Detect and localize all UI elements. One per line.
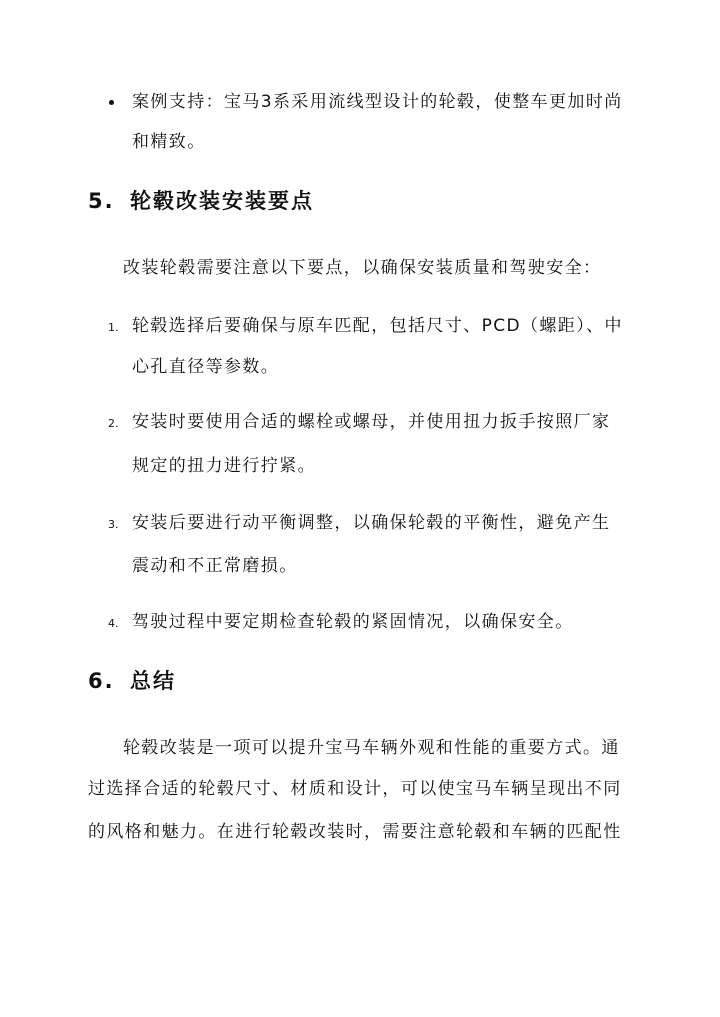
bullet-item-line1: 案例支持：宝马3系采用流线型设计的轮毂，使整车更加时尚 — [132, 92, 623, 112]
section-6-paragraph-line2: 过选择合适的轮毂尺寸、材质和设计，可以使宝马车辆呈现出不同 — [88, 779, 622, 799]
section-5-intro: 改装轮毂需要注意以下要点，以确保安装质量和驾驶安全： — [123, 258, 602, 278]
section-6-paragraph-line3: 的风格和魅力。在进行轮毂改装时，需要注意轮毂和车辆的匹配性 — [88, 822, 622, 842]
list-item-1-number: 1. — [108, 321, 119, 334]
list-item-3-line2: 震动和不正常磨损。 — [132, 556, 298, 576]
list-item-4-number: 4. — [108, 617, 119, 630]
section-6-title: 总结 — [130, 669, 176, 693]
list-item-1-line1: 轮毂选择后要确保与原车匹配，包括尺寸、PCD（螺距）、中 — [132, 316, 623, 336]
list-item-2-line1: 安装时要使用合适的螺栓或螺母，并使用扭力扳手按照厂家 — [132, 412, 611, 432]
list-item-4-line1: 驾驶过程中要定期检查轮毂的紧固情况，以确保安全。 — [132, 612, 574, 632]
list-item-2-line2: 规定的扭力进行拧紧。 — [132, 456, 316, 476]
list-item-2-number: 2. — [108, 417, 119, 430]
section-5-number: 5. — [88, 189, 115, 213]
bullet-item-line2: 和精致。 — [132, 132, 206, 152]
section-5-title: 轮毂改装安装要点 — [130, 189, 314, 213]
section-5-heading — [88, 188, 314, 214]
list-item-1-line2: 心孔直径等参数。 — [132, 357, 280, 377]
list-item-3-number: 3. — [108, 518, 119, 531]
section-6-heading — [88, 668, 176, 694]
bullet-icon — [109, 100, 114, 105]
section-6-paragraph-line1: 轮毂改装是一项可以提升宝马车辆外观和性能的重要方式。通 — [123, 738, 620, 758]
section-6-number: 6. — [88, 669, 115, 693]
list-item-3-line1: 安装后要进行动平衡调整，以确保轮毂的平衡性，避免产生 — [132, 513, 611, 533]
